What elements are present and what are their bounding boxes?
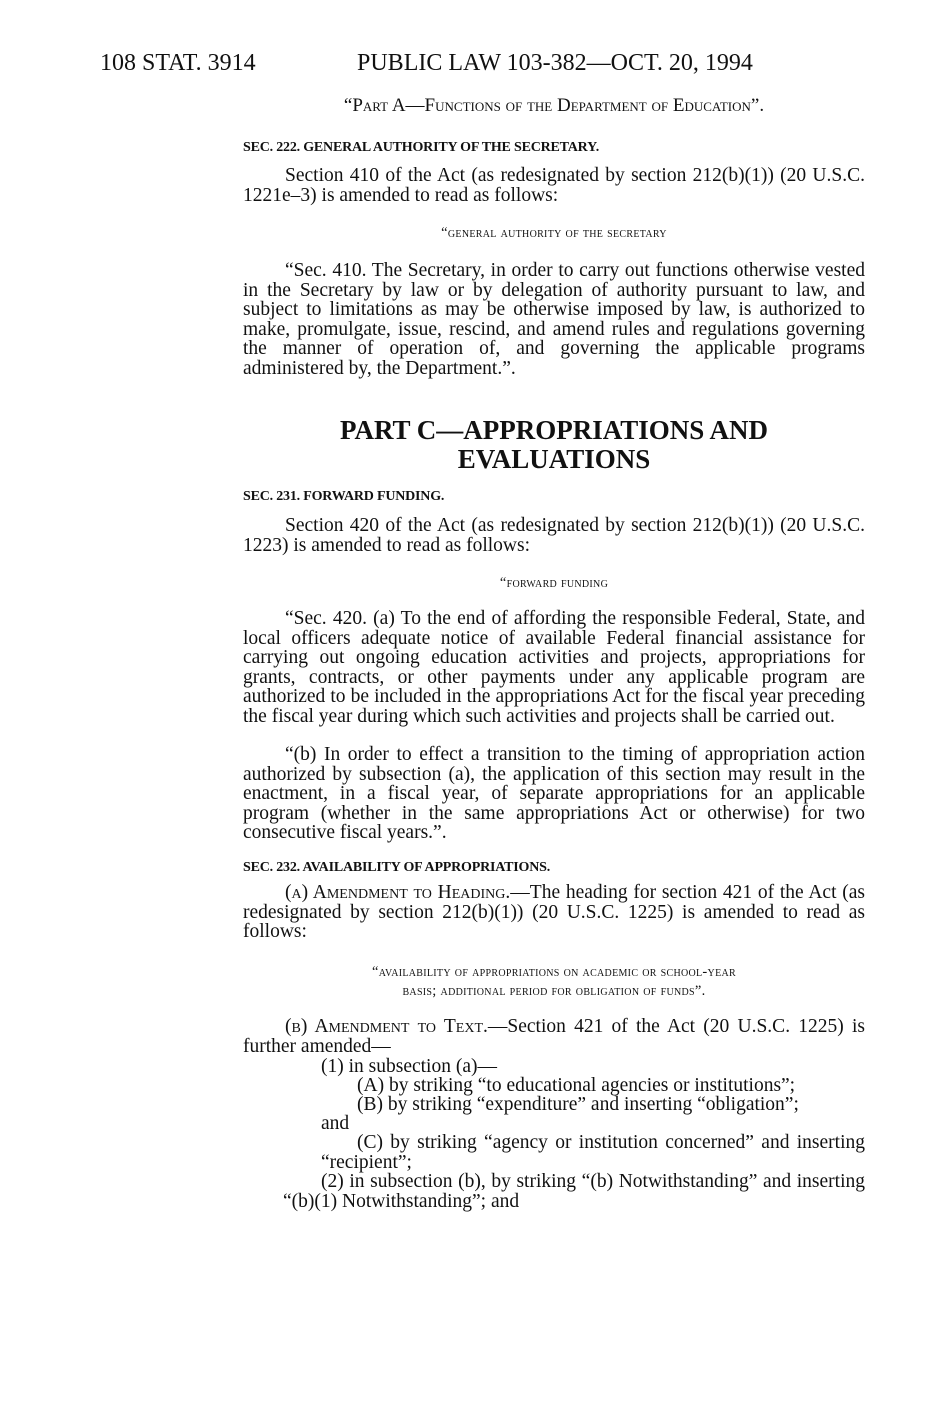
clause-1A: (A) by striking “to educational agencies or institutions”;	[357, 1075, 796, 1096]
amendment-to-heading-label: (a) Amendment to Heading.	[285, 882, 511, 903]
section-232-subsection-b	[243, 1017, 865, 1056]
amendment-to-text-label: (b) Amendment to Text.	[285, 1016, 488, 1037]
part-a-heading: “Part A—Functions of the Department of Education”.	[343, 95, 765, 116]
section-420-subsection-b: “(b) In order to effect a transition to the timing of appropriation action authorized by subsection (a), the application of this section may result in the enactment, in a fiscal year, of separate appropriations for an applicable program (whether in the same appropriations Act or otherwise) for two consecutive fiscal years.”.	[243, 744, 865, 843]
part-c-line-2: EVALUATIONS	[457, 444, 651, 474]
part-c-line-1: PART C—APPROPRIATIONS AND	[339, 415, 769, 445]
section-232-heading: SEC. 232. AVAILABILITY OF APPROPRIATIONS.	[243, 860, 550, 875]
new-heading-line-2: basis; additional period for obligation of funds”.	[402, 983, 706, 999]
section-410-subheading: “general authority of the secretary	[441, 225, 667, 241]
public-law-citation: PUBLIC LAW 103-382—OCT. 20, 1994	[357, 50, 753, 76]
clause-1C: (C) by striking “agency or institution concerned” and inserting “recipient”;	[321, 1132, 865, 1173]
part-c-heading	[243, 416, 865, 474]
paragraph-1: (1) in subsection (a)—	[321, 1056, 497, 1077]
new-section-421-heading	[243, 963, 865, 1001]
clause-1B: (B) by striking “expenditure” and inserting “obligation”;	[357, 1094, 799, 1115]
clause-1B-continuation: and	[321, 1113, 350, 1134]
section-232-subsection-a	[243, 883, 865, 942]
new-heading-line-1: “availability of appropriations on academic or school-year	[372, 964, 736, 980]
section-231-heading: SEC. 231. FORWARD FUNDING.	[243, 489, 445, 504]
section-420-subsection-a: “Sec. 420. (a) To the end of affording the responsible Federal, State, and local officers adequate notice of available Federal financial assistance for carrying out ongoing education activities and projects, appropriations for grants, contracts, or other payments under any applicable program are authorized to be included in the appropriations Act for the fiscal year preceding the fiscal year during which such activities and projects shall be carried out.	[243, 608, 865, 727]
section-410-text: “Sec. 410. The Secretary, in order to carry out functions otherwise vested in the Secretary by law or by delegation of authority pursuant to law, and subject to limitations as may be otherwise imposed by law, is authorized to make, promulgate, issue, rescind, and amend rules and regulations governing the manner of operation of, and governing the applicable programs administered by, the Department.”.	[243, 260, 865, 379]
section-222-intro: Section 410 of the Act (as redesignated by section 212(b)(1)) (20 U.S.C. 1221e–3) is amended to read as follows:	[243, 165, 865, 206]
section-222-heading: SEC. 222. GENERAL AUTHORITY OF THE SECRETARY.	[243, 140, 600, 155]
amendment-to-text-text: —Section 421 of the Act (20 U.S.C. 1225) is further amended—	[243, 1016, 865, 1057]
amendment-to-heading-text: —The heading for section 421 of the Act (as redesignated by section 212(b)(1)) (20 U.S.C. 1225) is amended to read as follows:	[243, 882, 865, 942]
paragraph-2: (2) in subsection (b), by striking “(b) Notwithstanding” and inserting “(b)(1) Notwithstanding”; and	[283, 1171, 865, 1212]
section-420-subheading: “forward funding	[499, 575, 609, 591]
section-231-intro: Section 420 of the Act (as redesignated by section 212(b)(1)) (20 U.S.C. 1223) is amended to read as follows:	[243, 515, 865, 556]
stat-citation: 108 STAT. 3914	[100, 50, 256, 76]
